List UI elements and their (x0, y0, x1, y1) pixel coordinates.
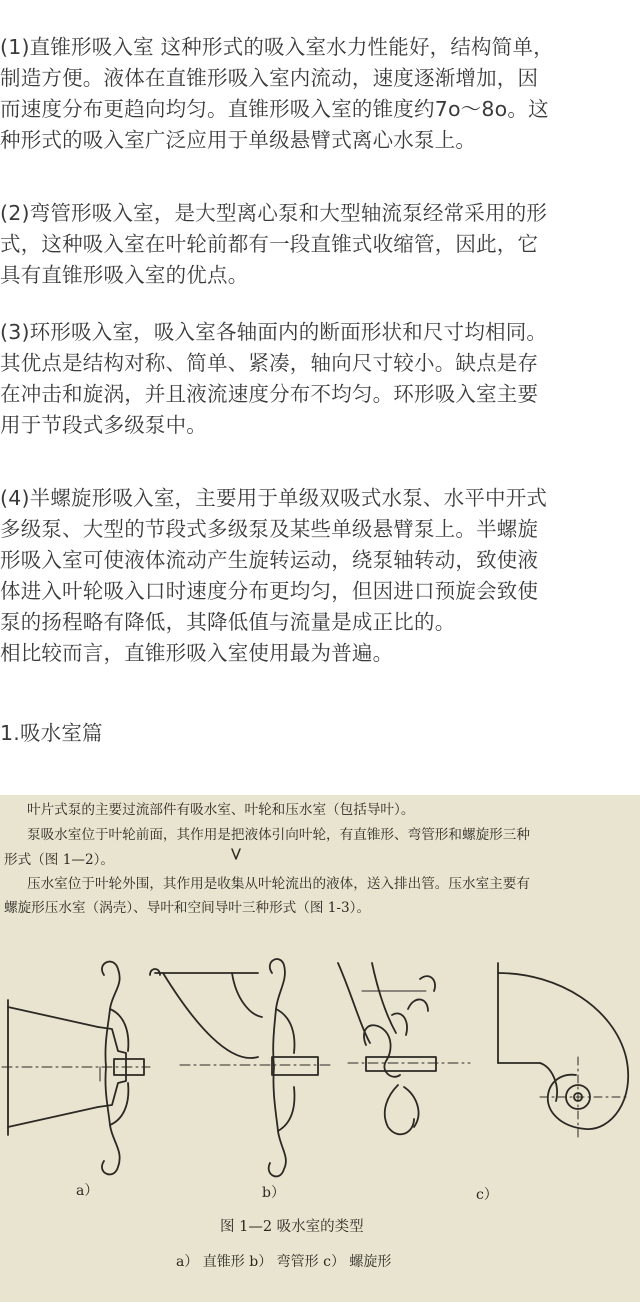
spiral-drawing (338, 963, 470, 1134)
paragraph-annular (0, 317, 640, 441)
text-line: 式，这种吸入室在叶轮前都有一段直锥式收缩管，因此，它 (0, 232, 539, 256)
text-line: 制造方便。液体在直锥形吸入室内流动，速度逐渐增加，因 (0, 66, 539, 90)
scan-text-line: 形式（图 1—2）。 (4, 852, 114, 868)
figure-subcaption: a） 直锥形 b） 弯管形 c） 螺旋形 (176, 1254, 392, 1270)
text-line: 具有直锥形吸入室的优点。 (0, 263, 249, 287)
scan-text-line: 压水室位于叶轮外围，其作用是收集从叶轮流出的液体，送入排出管。压水室主要有 (27, 876, 530, 892)
text-line: 其优点是结构对称、简单、紧凑，轴向尺寸较小。缺点是存 (0, 351, 539, 375)
heading-text: 1.吸水室篇 (0, 721, 103, 745)
figure-caption: 图 1—2 吸水室的类型 (220, 1219, 364, 1235)
label-c: c） (476, 1187, 498, 1203)
label-b: b） (262, 1185, 285, 1201)
label-a: a） (76, 1183, 99, 1199)
section-heading (0, 718, 640, 749)
text-line: 相比较而言，直锥形吸入室使用最为普遍。 (0, 641, 394, 665)
paragraph-semi-spiral (0, 483, 640, 669)
text-line: (1)直锥形吸入室 这种形式的吸入室水力性能好，结构简单， (0, 35, 554, 59)
text-line: (2)弯管形吸入室，是大型离心泵和大型轴流泵经常采用的形 (0, 201, 548, 225)
text-line: (3)环形吸入室，吸入室各轴面内的断面形状和尺寸均相同。 (0, 320, 548, 344)
scanned-figure (0, 795, 640, 1302)
curved-pipe-drawing (150, 959, 330, 1176)
text-line: 泵的扬程略有降低，其降低值与流量是成正比的。 (0, 610, 456, 634)
scan-text-line: 泵吸水室位于叶轮前面，其作用是把液体引向叶轮，有直锥形、弯管形和螺旋形三种 (27, 827, 530, 843)
paragraph-straight-cone (0, 32, 640, 156)
scan-text-line: 螺旋形压水室（涡壳）、导叶和空间导叶三种形式（图 1-3）。 (4, 900, 371, 916)
spiral-casing-drawing (498, 963, 628, 1139)
straight-cone-drawing (2, 962, 150, 1175)
text-line: 而速度分布更趋向均匀。直锥形吸入室的锥度约7o～8o。这 (0, 97, 549, 121)
paragraph-curved-pipe (0, 198, 640, 291)
text-line: 形吸入室可使液体流动产生旋转运动，绕泵轴转动，致使液 (0, 548, 539, 572)
text-line: 体进入叶轮吸入口时速度分布更均匀，但因进口预旋会致使 (0, 579, 539, 603)
scan-text-line: 叶片式泵的主要过流部件有吸水室、叶轮和压水室（包括导叶）。 (27, 802, 415, 818)
text-line: 用于节段式多级泵中。 (0, 413, 207, 437)
text-line: 在冲击和旋涡，并且液流速度分布不均匀。环形吸入室主要 (0, 382, 539, 406)
text-line: 多级泵、大型的节段式多级泵及某些单级悬臂泵上。半螺旋 (0, 517, 539, 541)
text-line: 种形式的吸入室广泛应用于单级悬臂式离心水泵上。 (0, 128, 477, 152)
text-line: (4)半螺旋形吸入室，主要用于单级双吸式水泵、水平中开式 (0, 486, 548, 510)
arrow-mark (232, 849, 240, 859)
